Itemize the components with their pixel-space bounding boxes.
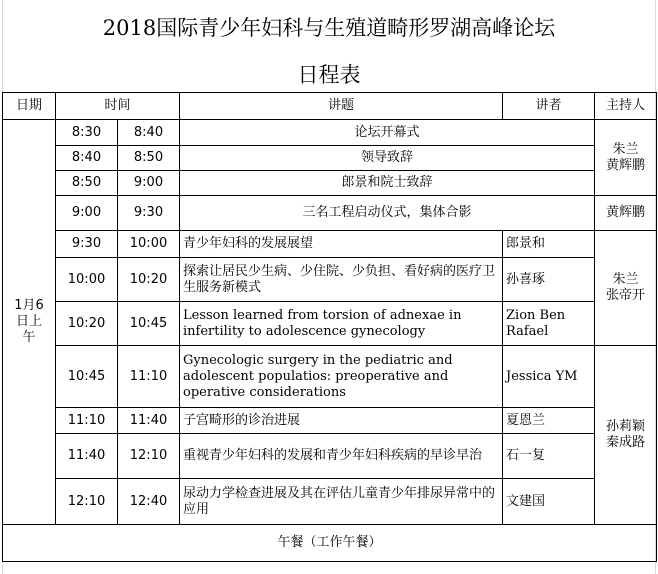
end-time: 8:50: [118, 146, 180, 171]
host-cell: [595, 231, 657, 346]
start-time: 8:30: [56, 120, 118, 146]
date-cell: [3, 120, 56, 525]
schedule-heading: 日程表: [297, 63, 361, 87]
topic-cell: 论坛开幕式: [180, 120, 595, 146]
speaker-cell: 郎景和: [503, 231, 595, 258]
schedule-table: [2, 92, 657, 562]
speaker-cell: Zion Ben Rafael: [503, 302, 595, 346]
host-names: 黄辉鹏: [606, 205, 646, 220]
topic-cell: 子宫畸形的诊治进展: [180, 408, 503, 434]
table-row: [3, 120, 657, 146]
topic-cell: 领导致辞: [180, 146, 595, 171]
end-time: 10:00: [118, 231, 180, 258]
table-row: [3, 196, 657, 231]
start-time: 10:00: [56, 258, 118, 302]
start-time: 11:10: [56, 408, 118, 434]
topic-cell: 重视青少年妇科的发展和青少年妇科疾病的早诊早治: [180, 434, 503, 479]
forum-title: 2018国际青少年妇科与生殖道畸形罗湖高峰论坛: [102, 16, 556, 40]
table-row: [3, 346, 657, 408]
speaker-cell: Jessica YM: [503, 346, 595, 408]
end-time: 10:20: [118, 258, 180, 302]
topic-cell: 探索让居民少生病、少住院、少负担、看好病的医疗卫生服务新模式: [180, 258, 503, 302]
topic-cell: 青少年妇科的发展展望: [180, 231, 503, 258]
start-time: 8:40: [56, 146, 118, 171]
table-row: [3, 302, 657, 346]
start-time: 10:20: [56, 302, 118, 346]
end-time: 9:00: [118, 171, 180, 196]
speaker-cell: 文建国: [503, 479, 595, 525]
start-time: 8:50: [56, 171, 118, 196]
host-cell: [595, 120, 657, 196]
host-cell: [595, 346, 657, 525]
speaker-cell: 孙喜琢: [503, 258, 595, 302]
header-host: 主持人: [595, 93, 657, 120]
host-names: 孙莉颖 秦成路: [606, 419, 646, 450]
host-cell: [595, 196, 657, 231]
header-date: 日期: [3, 93, 56, 120]
speaker-cell: 石一复: [503, 434, 595, 479]
table-row: [3, 231, 657, 258]
topic-cell: 三名工程启动仪式，集体合影: [180, 196, 595, 231]
start-time: 11:40: [56, 434, 118, 479]
end-time: 12:10: [118, 434, 180, 479]
table-row: [3, 258, 657, 302]
host-names: 朱兰 黄辉鹏: [606, 141, 646, 173]
topic-cell: [180, 346, 503, 408]
lunch-cell: 午餐（工作午餐）: [3, 525, 657, 562]
table-row: [3, 408, 657, 434]
header-time: 时间: [56, 93, 180, 120]
end-time: 9:30: [118, 196, 180, 231]
date-text: 1月6日上午: [14, 298, 44, 345]
start-time: 12:10: [56, 479, 118, 525]
start-time: 9:30: [56, 231, 118, 258]
table-row: [3, 171, 657, 196]
table-row: [3, 146, 657, 171]
table-row: [3, 479, 657, 525]
start-time: 10:45: [56, 346, 118, 408]
topic-text: Gynecologic surgery in the pediatric and adolescent populatios: preoperative and operative considerations: [183, 352, 453, 400]
topic-cell: 郎景和院士致辞: [180, 171, 595, 196]
end-time: 11:40: [118, 408, 180, 434]
end-time: 8:40: [118, 120, 180, 146]
header-speaker: 讲者: [503, 93, 595, 120]
end-time: 10:45: [118, 302, 180, 346]
header-row: [3, 93, 657, 120]
end-time: 12:40: [118, 479, 180, 525]
host-names: 朱兰 张帝开: [606, 272, 646, 303]
speaker-cell: 夏恩兰: [503, 408, 595, 434]
end-time: 11:10: [118, 346, 180, 408]
topic-cell: Lesson learned from torsion of adnexae in infertility to adolescence gynecology: [180, 302, 503, 346]
table-row: [3, 434, 657, 479]
topic-cell: 尿动力学检查进展及其在评估儿童青少年排尿异常中的应用: [180, 479, 503, 525]
start-time: 9:00: [56, 196, 118, 231]
header-topic: 讲题: [180, 93, 503, 120]
lunch-row: [3, 525, 657, 562]
